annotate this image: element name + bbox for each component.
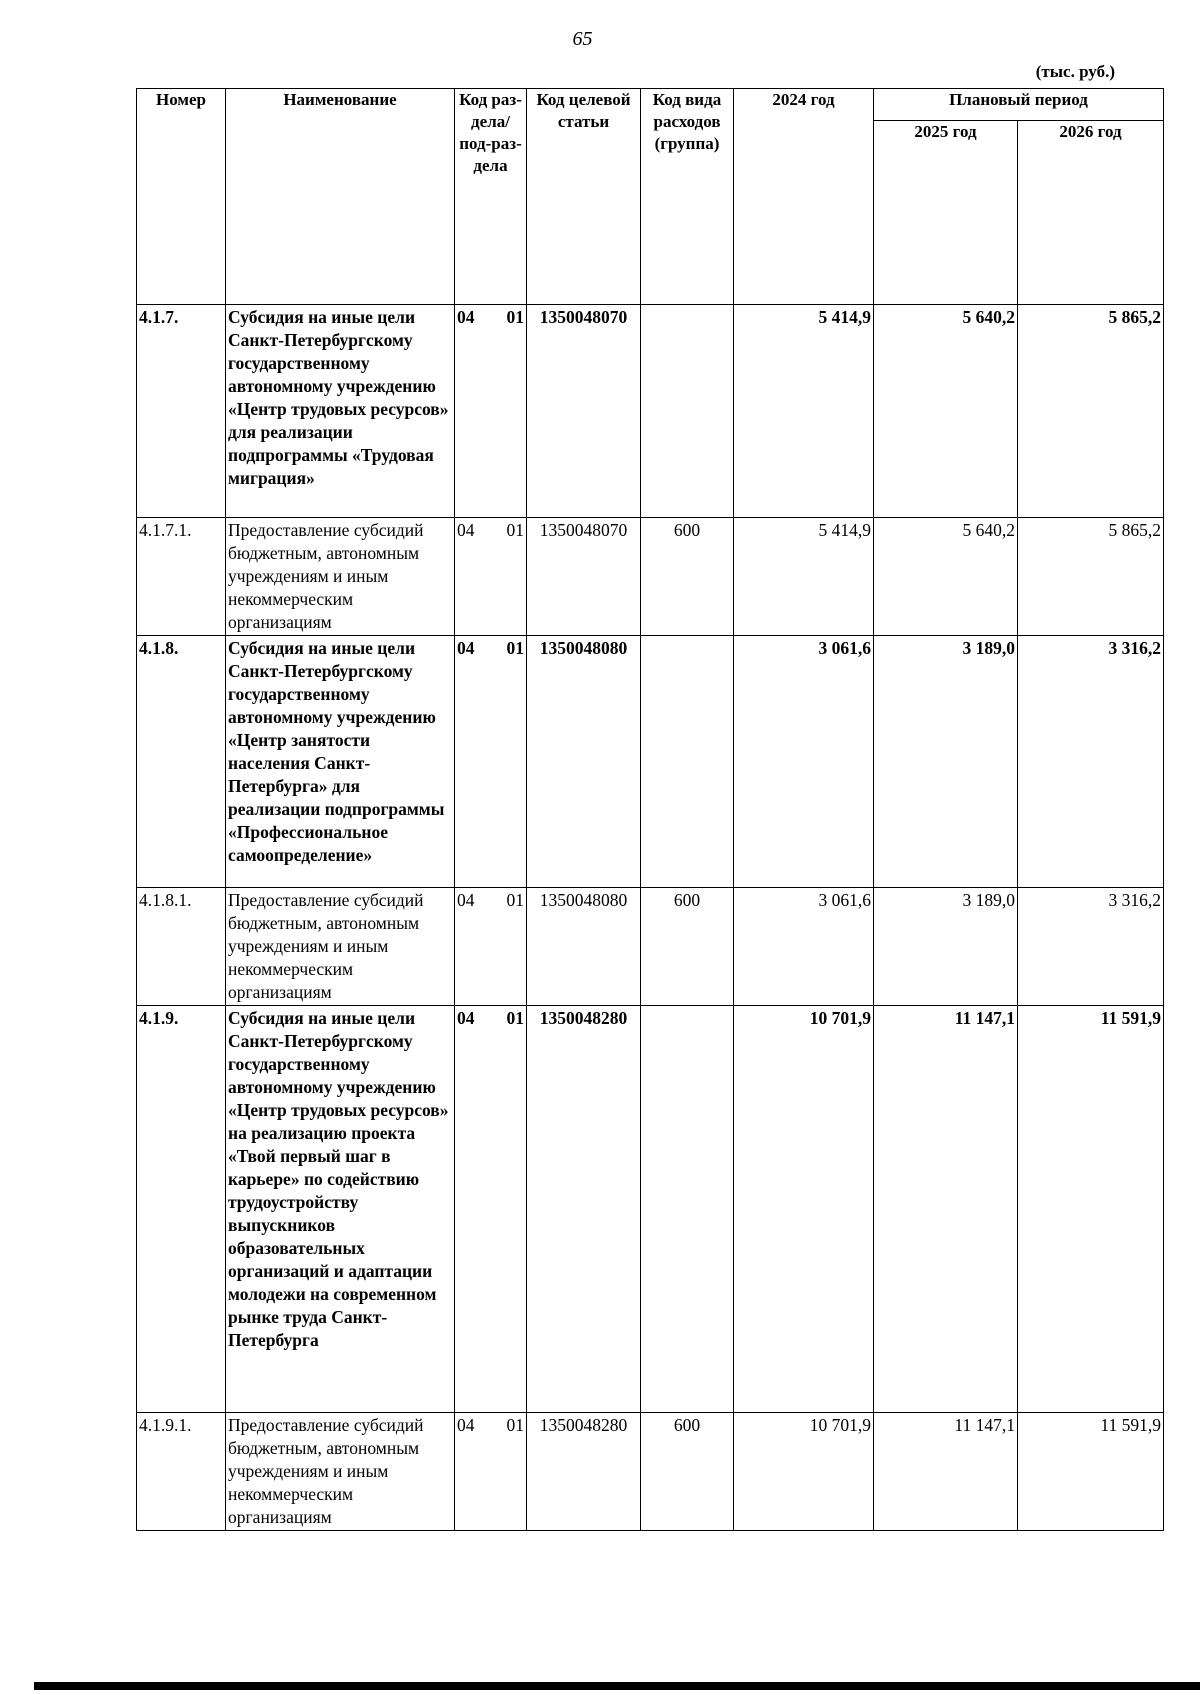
row-target-code: 1350048070 [527,518,641,636]
section-code: 04 [457,1008,475,1028]
table-row [137,1006,1164,1413]
row-section-code [455,636,527,888]
row-name: Предоставление субсидий бюджетным, автономным учреждениям и иным некоммерческим организациям [226,518,455,636]
row-number: 4.1.7. [137,305,226,518]
row-section-code [455,888,527,1006]
row-name: Предоставление субсидий бюджетным, автономным учреждениям и иным некоммерческим организациям [226,1413,455,1531]
row-name: Субсидия на иные цели Санкт-Петербургскому государственному автономному учреждению «Центр занятости населения Санкт-Петербурга» для реализации подпрограммы «Профессиональное самоопределение» [226,636,455,888]
row-2024: 5 414,9 [734,305,874,518]
row-2025: 3 189,0 [874,636,1018,888]
header-2024: 2024 год [734,89,874,305]
subsection-code: 01 [506,307,524,327]
page-number: 65 [572,28,593,50]
subsection-code: 01 [506,520,524,540]
table-row [137,888,1164,1006]
section-code: 04 [457,307,475,327]
row-2025: 5 640,2 [874,518,1018,636]
row-2026: 5 865,2 [1018,305,1164,518]
section-code: 04 [457,520,475,540]
row-2024: 3 061,6 [734,636,874,888]
subsection-code: 01 [506,638,524,658]
row-2024: 5 414,9 [734,518,874,636]
row-expense-type: 600 [641,1413,734,1531]
row-target-code: 1350048080 [527,636,641,888]
section-code: 04 [457,1415,475,1435]
row-target-code: 1350048080 [527,888,641,1006]
row-section-code [455,518,527,636]
row-expense-type: 600 [641,518,734,636]
section-code: 04 [457,890,475,910]
row-2024: 10 701,9 [734,1413,874,1531]
table-row [137,305,1164,518]
row-2026: 11 591,9 [1018,1006,1164,1413]
row-2024: 10 701,9 [734,1006,874,1413]
subsection-code: 01 [506,1008,524,1028]
row-2025: 3 189,0 [874,888,1018,1006]
row-expense-type: 600 [641,888,734,1006]
row-section-code [455,1006,527,1413]
row-2026: 3 316,2 [1018,888,1164,1006]
row-number: 4.1.8. [137,636,226,888]
page-bottom-edge [34,1682,1200,1690]
row-2026: 11 591,9 [1018,1413,1164,1531]
row-2024: 3 061,6 [734,888,874,1006]
row-2026: 5 865,2 [1018,518,1164,636]
header-2025: 2025 год [874,121,1018,305]
row-2025: 11 147,1 [874,1006,1018,1413]
units-label: (тыс. руб.) [1035,62,1115,81]
budget-table [136,88,1164,1531]
row-number: 4.1.9.1. [137,1413,226,1531]
header-target: Код целевой статьи [527,89,641,305]
section-code: 04 [457,638,475,658]
row-name: Предоставление субсидий бюджетным, автономным учреждениям и иным некоммерческим организациям [226,888,455,1006]
row-number: 4.1.9. [137,1006,226,1413]
row-section-code [455,305,527,518]
row-name: Субсидия на иные цели Санкт-Петербургскому государственному автономному учреждению «Центр трудовых ресурсов» на реализацию проекта «Твой первый шаг в карьере» по содействию трудоустройству выпускников образовательных организаций и адаптации молодежи на современном рынке труда Санкт-Петербурга [226,1006,455,1413]
row-target-code: 1350048070 [527,305,641,518]
row-expense-type [641,1006,734,1413]
table-row [137,1413,1164,1531]
header-expense-type: Код вида расходов (группа) [641,89,734,305]
row-number: 4.1.8.1. [137,888,226,1006]
row-section-code [455,1413,527,1531]
table-body [137,305,1164,1531]
table-row [137,636,1164,888]
header-name: Наименование [226,89,455,305]
header-number: Номер [137,89,226,305]
row-expense-type [641,305,734,518]
row-2025: 5 640,2 [874,305,1018,518]
header-section: Код раз-дела/ под-раз-дела [455,89,527,305]
row-target-code: 1350048280 [527,1006,641,1413]
subsection-code: 01 [506,890,524,910]
row-2025: 11 147,1 [874,1413,1018,1531]
row-target-code: 1350048280 [527,1413,641,1531]
row-name: Субсидия на иные цели Санкт-Петербургскому государственному автономному учреждению «Центр трудовых ресурсов» для реализации подпрограммы «Трудовая миграция» [226,305,455,518]
table-header [137,89,1164,305]
header-2026: 2026 год [1018,121,1164,305]
table-row [137,518,1164,636]
row-expense-type [641,636,734,888]
subsection-code: 01 [506,1415,524,1435]
header-planning-period: Плановый период [874,89,1164,121]
row-number: 4.1.7.1. [137,518,226,636]
row-2026: 3 316,2 [1018,636,1164,888]
